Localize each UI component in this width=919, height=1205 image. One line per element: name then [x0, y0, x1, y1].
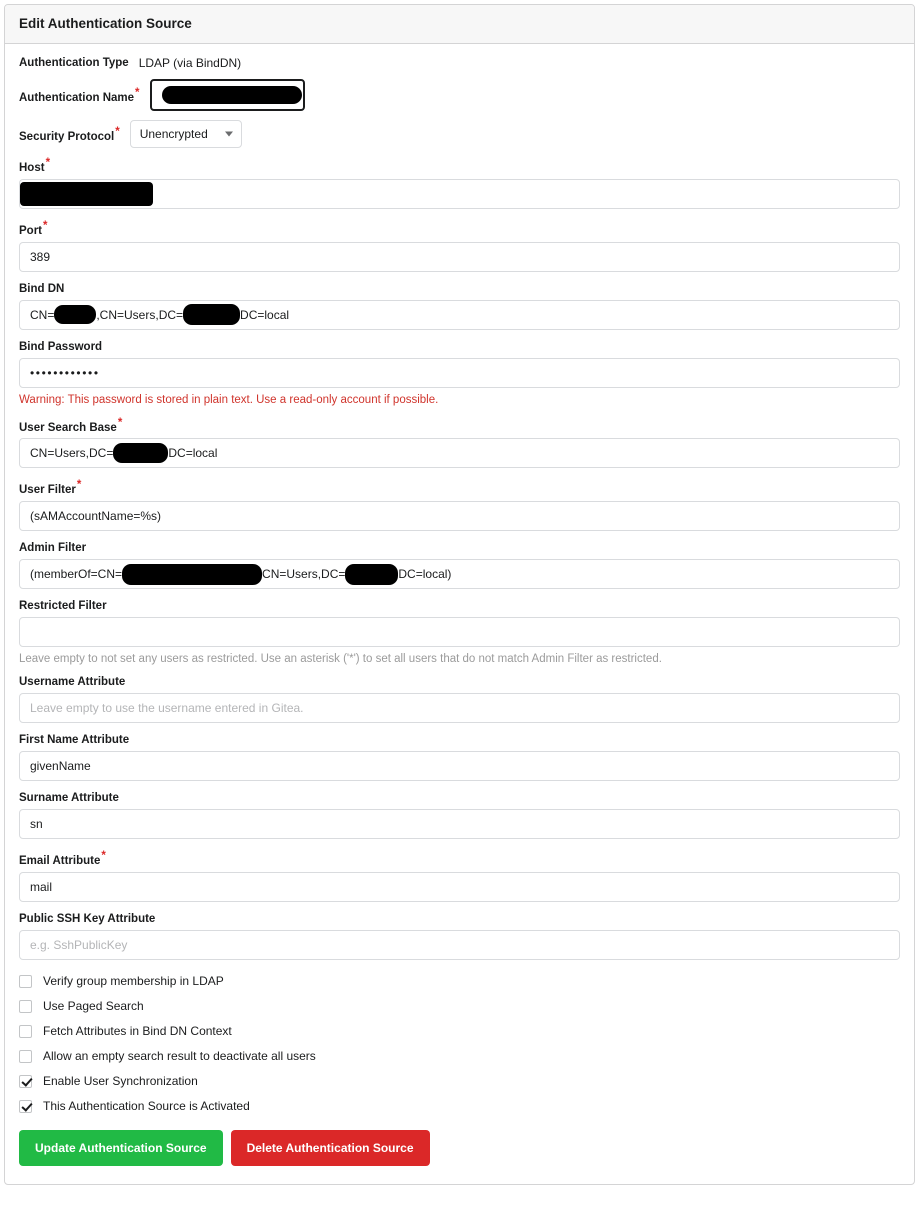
- host-label-text: Host: [19, 161, 45, 174]
- first-name-attribute-value: givenName: [30, 759, 91, 774]
- required-marker: *: [43, 219, 48, 232]
- field-security-protocol: [19, 120, 900, 148]
- checkbox-icon[interactable]: [19, 975, 32, 988]
- port-input[interactable]: [19, 242, 900, 272]
- checkbox-source-activated[interactable]: [19, 1099, 900, 1113]
- checkbox-label: This Authentication Source is Activated: [43, 1099, 250, 1114]
- auth-source-form: [5, 44, 914, 1184]
- security-protocol-label: [19, 126, 120, 143]
- authentication-name-input-wrap: [150, 79, 305, 111]
- field-first-name-attribute: [19, 734, 900, 781]
- redaction-bar: [183, 304, 240, 325]
- bind-password-label: Bind Password: [19, 340, 103, 353]
- bind-dn-suffix: DC=local: [240, 307, 290, 322]
- authentication-name-input[interactable]: [150, 79, 305, 111]
- edit-auth-source-panel: [4, 4, 915, 1185]
- admin-filter-mid: CN=Users,DC=: [262, 567, 346, 582]
- checkbox-label: Fetch Attributes in Bind DN Context: [43, 1024, 232, 1039]
- bind-password-input[interactable]: [19, 358, 900, 388]
- security-protocol-select-wrap: [130, 120, 242, 148]
- field-surname-attribute: [19, 792, 900, 839]
- restricted-filter-label: Restricted Filter: [19, 600, 107, 613]
- checkbox-icon[interactable]: [19, 1075, 32, 1088]
- field-admin-filter: [19, 542, 900, 589]
- field-email-attribute: [19, 850, 900, 902]
- checkbox-use-paged-search[interactable]: [19, 999, 900, 1013]
- field-user-search-base: [19, 417, 900, 469]
- email-attribute-label: [19, 850, 900, 867]
- checkbox-allow-empty-search-deactivate[interactable]: [19, 1049, 900, 1063]
- bind-password-warning: Warning: This password is stored in plain text. Use a read-only account if possible.: [19, 393, 439, 406]
- restricted-filter-input[interactable]: [19, 617, 900, 647]
- email-attribute-value: mail: [30, 880, 53, 895]
- checkbox-icon[interactable]: [19, 1050, 32, 1063]
- public-ssh-key-attribute-label: Public SSH Key Attribute: [19, 913, 156, 926]
- first-name-attribute-label: First Name Attribute: [19, 734, 130, 747]
- bind-dn-prefix: CN=: [30, 307, 55, 322]
- field-bind-password: [19, 341, 900, 406]
- port-value: 389: [30, 249, 51, 264]
- checkbox-label: Verify group membership in LDAP: [43, 974, 224, 989]
- field-user-filter: [19, 479, 900, 531]
- user-search-base-label: [19, 417, 900, 434]
- admin-filter-input[interactable]: [19, 559, 900, 589]
- admin-filter-label: Admin Filter: [19, 542, 87, 555]
- username-attribute-label: Username Attribute: [19, 676, 126, 689]
- field-authentication-name: [19, 79, 900, 111]
- user-search-base-suffix: DC=local: [168, 446, 218, 461]
- required-marker: *: [117, 416, 123, 429]
- public-ssh-key-attribute-input[interactable]: [19, 930, 900, 960]
- page-title: Edit Authentication Source: [5, 5, 914, 44]
- bind-password-value: ••••••••••••: [30, 365, 100, 380]
- bind-dn-label: Bind DN: [19, 282, 65, 295]
- host-input[interactable]: [19, 179, 900, 209]
- admin-filter-prefix: (memberOf=CN=: [30, 567, 123, 582]
- user-search-base-label-text: User Search Base: [19, 421, 117, 434]
- user-filter-value: (sAMAccountName=%s): [30, 509, 162, 524]
- checkbox-enable-user-synchronization[interactable]: [19, 1074, 900, 1088]
- checkbox-label: Use Paged Search: [43, 999, 144, 1014]
- field-authentication-type: [19, 56, 900, 70]
- username-attribute-input[interactable]: [19, 693, 900, 723]
- required-marker: *: [45, 157, 51, 169]
- required-marker: *: [135, 86, 140, 99]
- checkbox-label: Allow an empty search result to deactivate all users: [43, 1049, 316, 1064]
- admin-filter-suffix: DC=local): [398, 567, 452, 582]
- user-search-base-input[interactable]: [19, 438, 900, 468]
- surname-attribute-value: sn: [30, 817, 43, 832]
- field-host: [19, 157, 900, 209]
- restricted-filter-hint: Leave empty to not set any users as restricted. Use an asterisk ('*') to set all users that do not match Admin Filter as restricted.: [19, 653, 662, 666]
- field-public-ssh-key-attribute: [19, 913, 900, 960]
- checkbox-icon[interactable]: [19, 1000, 32, 1013]
- redaction-bar: [54, 305, 96, 324]
- email-attribute-input[interactable]: [19, 872, 900, 902]
- checkbox-fetch-attributes-bind-dn[interactable]: [19, 1024, 900, 1038]
- delete-authentication-source-button[interactable]: Delete Authentication Source: [231, 1130, 430, 1166]
- update-authentication-source-button[interactable]: Update Authentication Source: [19, 1130, 223, 1166]
- security-protocol-select[interactable]: [130, 120, 242, 148]
- authentication-name-label-text: Authentication Name: [19, 91, 135, 104]
- redaction-bar: [113, 443, 168, 463]
- checkbox-verify-group-membership[interactable]: [19, 974, 900, 988]
- surname-attribute-input[interactable]: [19, 809, 900, 839]
- checkbox-icon[interactable]: [19, 1100, 32, 1113]
- port-label-text: Port: [19, 224, 42, 237]
- security-protocol-label-text: Security Protocol: [19, 130, 115, 143]
- redaction-bar: [20, 182, 153, 206]
- surname-attribute-label: Surname Attribute: [19, 792, 119, 805]
- checkbox-label: Enable User Synchronization: [43, 1074, 198, 1089]
- required-marker: *: [101, 850, 106, 863]
- redaction-bar: [162, 86, 302, 104]
- authentication-type-label: Authentication Type: [19, 57, 129, 69]
- user-filter-label-text: User Filter: [19, 484, 76, 497]
- authentication-name-label: [19, 87, 140, 104]
- redaction-bar: [345, 564, 398, 585]
- bind-dn-mid: ,CN=Users,DC=: [96, 307, 184, 322]
- form-actions: [19, 1130, 900, 1166]
- page-root: [0, 4, 919, 1205]
- first-name-attribute-input[interactable]: [19, 751, 900, 781]
- field-restricted-filter: [19, 600, 900, 665]
- user-filter-label: [19, 479, 900, 496]
- host-label: [19, 157, 900, 174]
- security-protocol-value: Unencrypted: [139, 127, 208, 141]
- email-attribute-label-text: Email Attribute: [19, 855, 101, 868]
- checkbox-group: [19, 974, 900, 1113]
- authentication-type-value: LDAP (via BindDN): [138, 56, 242, 70]
- user-filter-input[interactable]: [19, 501, 900, 531]
- required-marker: *: [76, 479, 82, 492]
- port-label: [19, 220, 900, 237]
- field-bind-dn: [19, 283, 900, 330]
- bind-dn-input[interactable]: [19, 300, 900, 330]
- required-marker: *: [115, 125, 120, 138]
- redaction-bar: [122, 564, 262, 585]
- field-username-attribute: [19, 676, 900, 723]
- field-port: [19, 220, 900, 272]
- user-search-base-prefix: CN=Users,DC=: [30, 446, 114, 461]
- checkbox-icon[interactable]: [19, 1025, 32, 1038]
